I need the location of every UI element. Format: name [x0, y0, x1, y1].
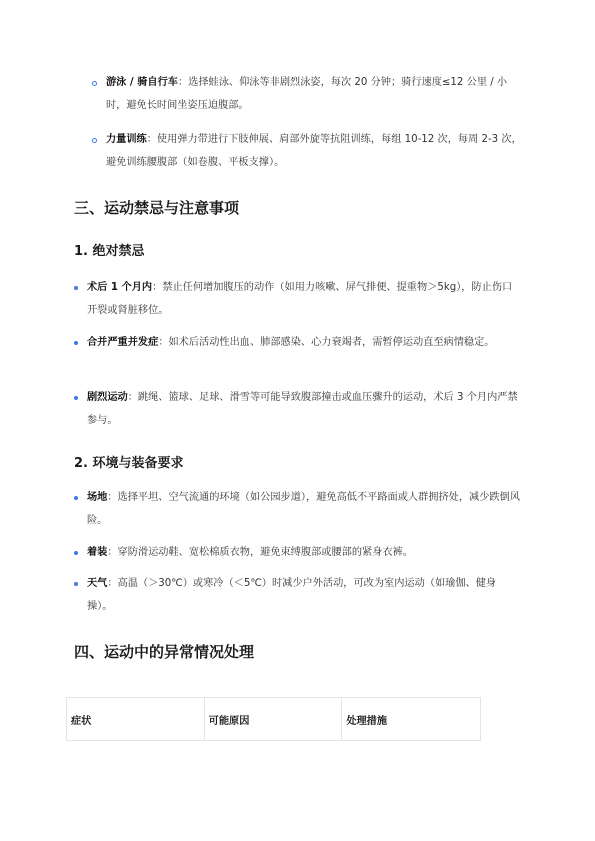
- item-label: 剧烈运动: [87, 392, 128, 403]
- subsection-heading: 2. 环境与装备要求: [74, 456, 184, 471]
- item-label: 术后 1 个月内: [87, 282, 153, 293]
- table-header-cell: 处理措施: [342, 698, 481, 741]
- item-text: ：穿防滑运动鞋、宽松棉质衣物，避免束缚腹部或腰部的紧身衣裤。: [107, 547, 413, 558]
- subsection-heading: 1. 绝对禁忌: [74, 244, 145, 259]
- bullet-icon: [71, 386, 87, 432]
- item-label: 着装: [87, 547, 108, 558]
- item-label: 游泳 / 骑自行车: [106, 77, 178, 88]
- table-header-cell: 可能原因: [204, 698, 342, 741]
- list-item: [71, 572, 521, 618]
- list-item: [71, 541, 521, 564]
- hollow-bullet-icon: [90, 71, 106, 117]
- table-header-cell: 症状: [67, 698, 205, 741]
- section-heading: 三、运动禁忌与注意事项: [74, 199, 240, 217]
- bullet-icon: [71, 331, 87, 354]
- list-item: [71, 276, 521, 322]
- table-header-row: [67, 698, 481, 741]
- item-text: ：高温（＞30℃）或寒冷（＜5℃）时减少户外活动，可改为室内运动（如瑜伽、健身操）。: [87, 578, 497, 612]
- item-text: ：跳绳、篮球、足球、滑雪等可能导致腹部撞击或血压骤升的运动，术后 3 个月内严禁参与。: [87, 392, 518, 426]
- item-text: ：禁止任何增加腹压的动作（如用力咳嗽、屏气排便、提重物＞5kg），防止伤口开裂或肾脏移位。: [87, 282, 513, 316]
- item-label: 场地: [87, 492, 108, 503]
- bullet-icon: [71, 276, 87, 322]
- item-label: 合并严重并发症: [87, 337, 159, 348]
- bullet-icon: [71, 486, 87, 532]
- bullet-icon: [71, 572, 87, 618]
- list-item: [90, 71, 522, 117]
- item-text: ：使用弹力带进行下肢伸展、肩部外旋等抗阻训练，每组 10-12 次，每周 2-3 次，避免训练腰腹部（如卷腹、平板支撑）。: [106, 134, 522, 168]
- section-heading: 四、运动中的异常情况处理: [74, 643, 255, 661]
- item-text: ：如术后活动性出血、肺部感染、心力衰竭者，需暂停运动直至病情稳定。: [158, 337, 495, 348]
- symptom-table: [66, 697, 481, 741]
- list-item: [71, 331, 521, 354]
- bullet-icon: [71, 541, 87, 564]
- item-label: 力量训练: [106, 134, 147, 145]
- list-item: [71, 486, 521, 532]
- item-text: ：选择平坦、空气流通的环境（如公园步道），避免高低不平路面或人群拥挤处，减少跌倒风险。: [87, 492, 520, 526]
- item-label: 天气: [87, 578, 108, 589]
- hollow-bullet-icon: [90, 128, 106, 174]
- list-item: [71, 386, 521, 432]
- list-item: [90, 128, 522, 174]
- item-text: ：选择蛙泳、仰泳等非剧烈泳姿，每次 20 分钟；骑行速度≤12 公里 / 小时，避免长时间坐姿压迫腹部。: [106, 77, 508, 111]
